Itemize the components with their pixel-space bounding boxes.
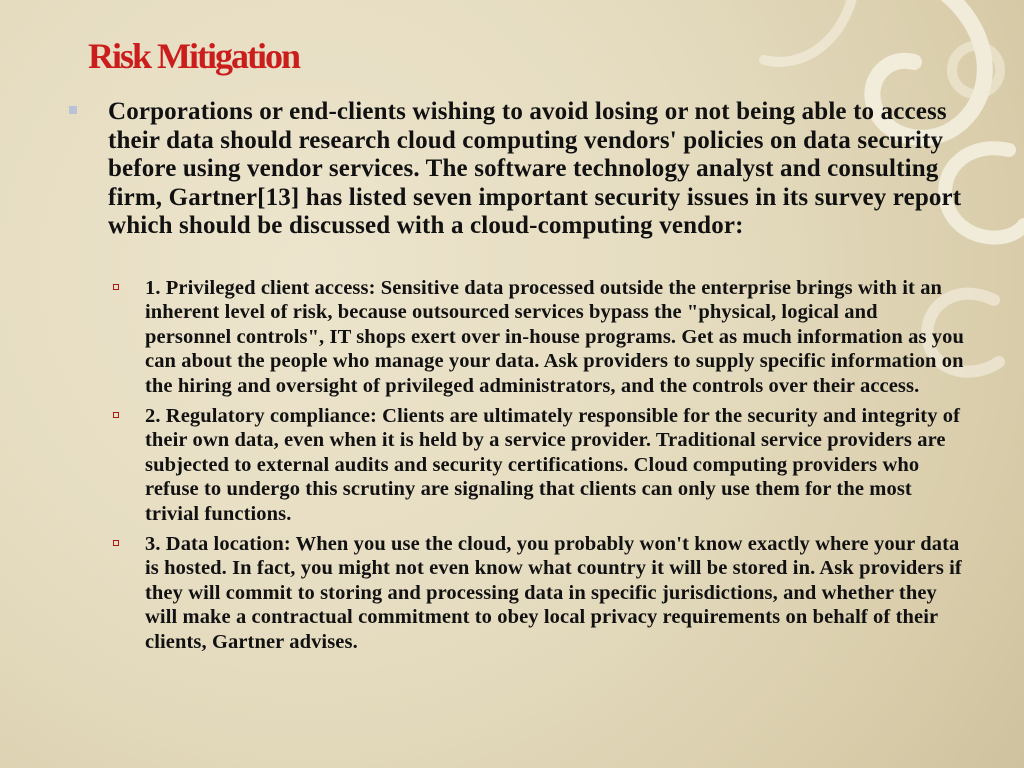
sub-bullet-text: 3. Data location: When you use the cloud, you probably won't know exactly where your data is hosted. In fact, you might not even know what country it will be stored in. Ask providers if they will commit to storing and processing data in specific jurisdictions, and whether they will make a contractual commitment to obey local privacy requirements on behalf of their clients, Gartner advises. — [145, 533, 962, 653]
sub-bullet-text: 1. Privileged client access: Sensitive data processed outside the enterprise brings with it an inherent level of risk, because outsourced services bypass the "physical, logical and personnel controls", IT shops exert over in-house programs. Get as much information as you can about the people who manage your data. Ask providers to supply specific information on the hiring and oversight of privileged administrators, and the controls over their access. — [145, 277, 964, 397]
sub-bullet-list — [0, 276, 1024, 660]
sub-bullet-text: 2. Regulatory compliance: Clients are ultimately responsible for the security and integrity of their own data, even when it is held by a service provider. Traditional service providers are subjected to external audits and security certifications. Cloud computing providers who refuse to undergo this scrutiny are signaling that clients can only use them for the most trivial functions. — [145, 405, 961, 525]
hollow-square-bullet-icon — [113, 540, 119, 546]
hollow-square-bullet-icon — [113, 412, 119, 418]
slide-title: Risk Mitigation — [88, 36, 300, 76]
hollow-square-bullet-icon — [113, 284, 119, 290]
list-item — [0, 404, 1024, 526]
square-bullet-icon — [69, 106, 77, 114]
list-item — [0, 276, 1024, 398]
main-bullet-text: Corporations or end-clients wishing to avoid losing or not being able to access their data should research cloud computing vendors' policies on data security before using vendor services. The software technology analyst and consulting firm, Gartner[13] has listed seven important security issues in its survey report which should be discussed with a cloud-computing vendor: — [108, 98, 962, 239]
list-item — [0, 532, 1024, 654]
